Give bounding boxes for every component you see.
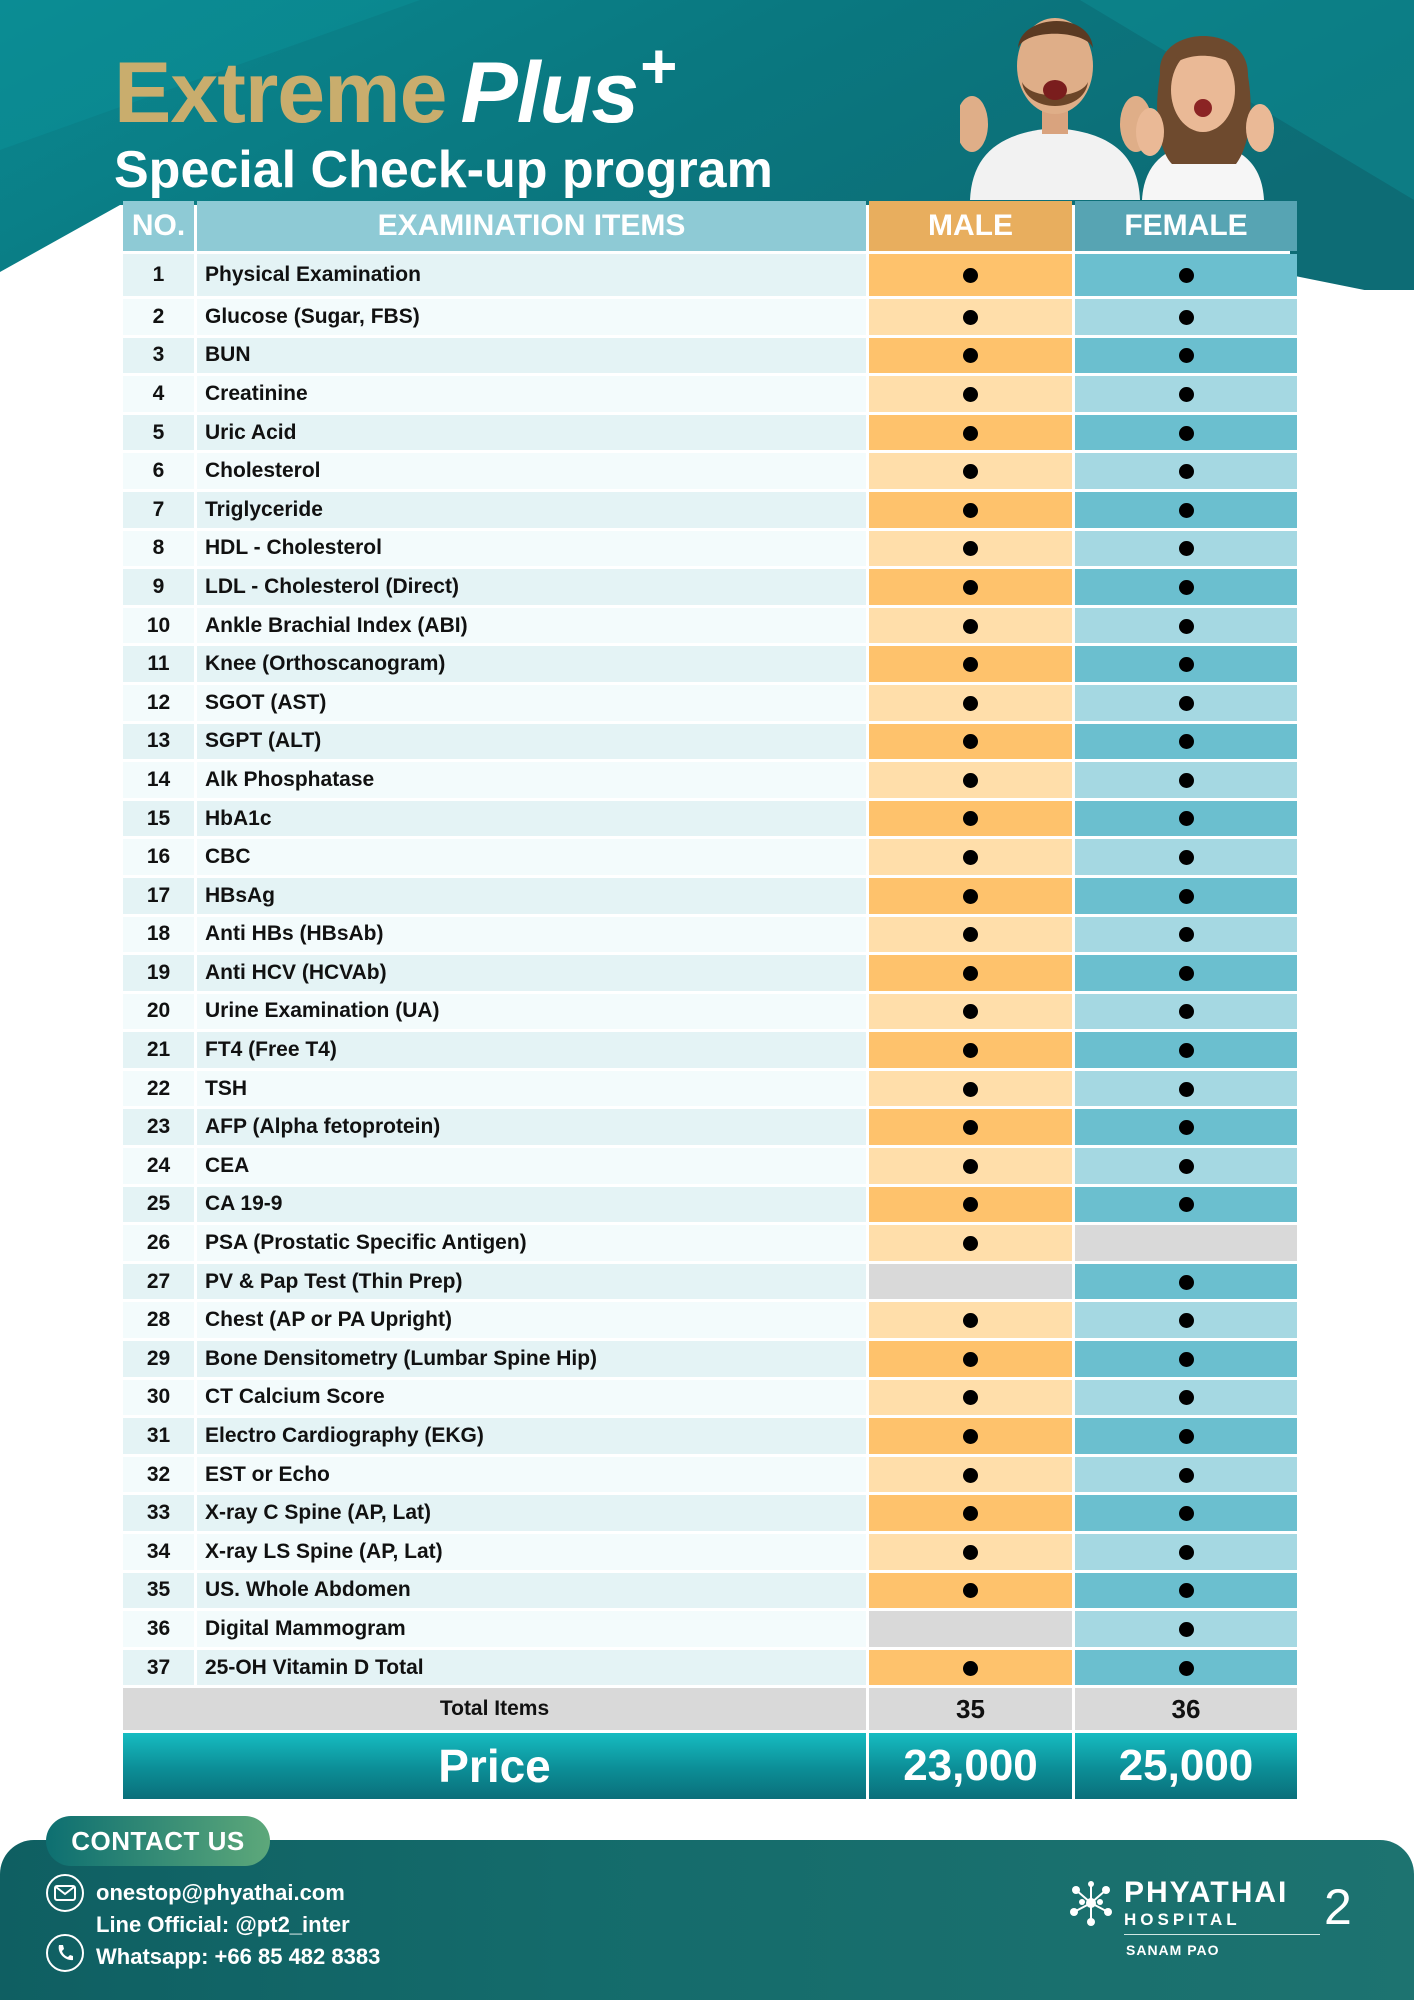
row-female-cell xyxy=(1075,878,1297,914)
row-male-cell xyxy=(869,685,1072,721)
included-dot-icon xyxy=(963,889,978,904)
exam-table xyxy=(120,198,1300,1802)
row-female-cell xyxy=(1075,1495,1297,1531)
row-male-cell xyxy=(869,917,1072,953)
row-item: AFP (Alpha fetoprotein) xyxy=(197,1109,866,1145)
table-row xyxy=(123,1225,1297,1261)
row-item: Bone Densitometry (Lumbar Spine Hip) xyxy=(197,1341,866,1377)
included-dot-icon xyxy=(1179,1661,1194,1676)
title-extreme: Extreme xyxy=(114,45,447,141)
row-item: US. Whole Abdomen xyxy=(197,1573,866,1609)
row-male-cell xyxy=(869,299,1072,335)
row-female-cell xyxy=(1075,1032,1297,1068)
table-row xyxy=(123,376,1297,412)
included-dot-icon xyxy=(1179,657,1194,672)
included-dot-icon xyxy=(963,850,978,865)
included-dot-icon xyxy=(1179,426,1194,441)
included-dot-icon xyxy=(1179,1120,1194,1135)
row-male-cell xyxy=(869,338,1072,374)
included-dot-icon xyxy=(963,541,978,556)
included-dot-icon xyxy=(963,811,978,826)
program-title xyxy=(114,30,773,141)
table-row xyxy=(123,531,1297,567)
row-item: FT4 (Free T4) xyxy=(197,1032,866,1068)
included-dot-icon xyxy=(963,310,978,325)
row-male-cell xyxy=(869,1457,1072,1493)
row-number: 3 xyxy=(123,338,194,374)
included-dot-icon xyxy=(963,268,978,283)
row-female-cell xyxy=(1075,801,1297,837)
table-row xyxy=(123,994,1297,1030)
row-number: 7 xyxy=(123,492,194,528)
row-number: 9 xyxy=(123,569,194,605)
row-item: PV & Pap Test (Thin Prep) xyxy=(197,1264,866,1300)
contact-us-label: CONTACT US xyxy=(46,1816,270,1866)
included-dot-icon xyxy=(963,619,978,634)
row-female-cell xyxy=(1075,338,1297,374)
logo-name: PHYATHAI xyxy=(1124,1876,1289,1909)
program-subtitle: Special Check-up program xyxy=(114,141,773,199)
included-dot-icon xyxy=(1179,1043,1194,1058)
table-row xyxy=(123,299,1297,335)
row-number: 27 xyxy=(123,1264,194,1300)
table-row xyxy=(123,608,1297,644)
row-female-cell xyxy=(1075,917,1297,953)
row-female-cell xyxy=(1075,1341,1297,1377)
row-female-cell xyxy=(1075,299,1297,335)
row-item: SGPT (ALT) xyxy=(197,724,866,760)
price-label: Price xyxy=(123,1733,866,1799)
row-female-cell xyxy=(1075,1148,1297,1184)
table-row xyxy=(123,453,1297,489)
row-female-cell xyxy=(1075,453,1297,489)
included-dot-icon xyxy=(963,1197,978,1212)
row-female-cell xyxy=(1075,1457,1297,1493)
contact-whatsapp[interactable]: Whatsapp: +66 85 482 8383 xyxy=(96,1944,381,1969)
included-dot-icon xyxy=(963,1043,978,1058)
row-male-cell xyxy=(869,1302,1072,1338)
included-dot-icon xyxy=(1179,1082,1194,1097)
row-male-cell xyxy=(869,1071,1072,1107)
row-number: 6 xyxy=(123,453,194,489)
included-dot-icon xyxy=(963,966,978,981)
included-dot-icon xyxy=(963,464,978,479)
row-male-cell xyxy=(869,878,1072,914)
included-dot-icon xyxy=(1179,1313,1194,1328)
row-female-cell xyxy=(1075,685,1297,721)
people-photo xyxy=(960,4,1290,200)
total-row xyxy=(123,1688,1297,1730)
man-figure xyxy=(960,18,1152,200)
included-dot-icon xyxy=(1179,1622,1194,1637)
table-row xyxy=(123,1418,1297,1454)
table-row xyxy=(123,1611,1297,1647)
woman-figure xyxy=(1136,36,1274,200)
included-dot-icon xyxy=(963,1236,978,1251)
row-item: TSH xyxy=(197,1071,866,1107)
row-item: Anti HBs (HBsAb) xyxy=(197,917,866,953)
row-male-cell xyxy=(869,1650,1072,1686)
table-row xyxy=(123,1148,1297,1184)
included-dot-icon xyxy=(1179,1468,1194,1483)
row-number: 30 xyxy=(123,1380,194,1416)
header-examination-items: EXAMINATION ITEMS xyxy=(197,201,866,251)
included-dot-icon xyxy=(963,927,978,942)
row-item: HbA1c xyxy=(197,801,866,837)
row-female-cell xyxy=(1075,1534,1297,1570)
included-dot-icon xyxy=(963,1468,978,1483)
row-item: BUN xyxy=(197,338,866,374)
row-male-cell xyxy=(869,608,1072,644)
row-female-cell xyxy=(1075,415,1297,451)
row-number: 32 xyxy=(123,1457,194,1493)
total-female: 36 xyxy=(1075,1688,1297,1730)
row-female-cell xyxy=(1075,1109,1297,1145)
included-dot-icon xyxy=(963,696,978,711)
row-item: X-ray C Spine (AP, Lat) xyxy=(197,1495,866,1531)
price-row xyxy=(123,1733,1297,1799)
row-female-cell xyxy=(1075,1611,1297,1647)
included-dot-icon xyxy=(963,503,978,518)
row-male-cell xyxy=(869,1225,1072,1261)
included-dot-icon xyxy=(963,1004,978,1019)
table-header-row xyxy=(123,201,1297,251)
included-dot-icon xyxy=(1179,619,1194,634)
included-dot-icon xyxy=(1179,580,1194,595)
included-dot-icon xyxy=(963,734,978,749)
price-male: 23,000 xyxy=(869,1733,1072,1799)
included-dot-icon xyxy=(963,1082,978,1097)
row-number: 22 xyxy=(123,1071,194,1107)
included-dot-icon xyxy=(1179,1275,1194,1290)
row-female-cell xyxy=(1075,1573,1297,1609)
table-row xyxy=(123,1341,1297,1377)
row-female-cell xyxy=(1075,839,1297,875)
row-item: Uric Acid xyxy=(197,415,866,451)
table-row xyxy=(123,1302,1297,1338)
row-female-cell xyxy=(1075,1302,1297,1338)
included-dot-icon xyxy=(1179,1004,1194,1019)
included-dot-icon xyxy=(1179,1390,1194,1405)
included-dot-icon xyxy=(963,1583,978,1598)
row-male-cell xyxy=(869,724,1072,760)
row-item: Physical Examination xyxy=(197,254,866,296)
table-row xyxy=(123,1573,1297,1609)
row-item: Ankle Brachial Index (ABI) xyxy=(197,608,866,644)
table-row xyxy=(123,762,1297,798)
row-male-cell xyxy=(869,1148,1072,1184)
table-row xyxy=(123,646,1297,682)
row-female-cell xyxy=(1075,1264,1297,1300)
logo-number: 2 xyxy=(1324,1879,1352,1935)
table-row xyxy=(123,569,1297,605)
row-number: 20 xyxy=(123,994,194,1030)
row-female-cell xyxy=(1075,376,1297,412)
row-item: Glucose (Sugar, FBS) xyxy=(197,299,866,335)
included-dot-icon xyxy=(1179,1506,1194,1521)
table-row xyxy=(123,1534,1297,1570)
row-male-cell xyxy=(869,1264,1072,1300)
row-item: CT Calcium Score xyxy=(197,1380,866,1416)
table-row xyxy=(123,254,1297,296)
molecule-icon xyxy=(1066,1878,1116,1928)
row-number: 12 xyxy=(123,685,194,721)
row-item: PSA (Prostatic Specific Antigen) xyxy=(197,1225,866,1261)
logo-sub: HOSPITAL xyxy=(1124,1910,1241,1929)
row-item: HDL - Cholesterol xyxy=(197,531,866,567)
row-item: EST or Echo xyxy=(197,1457,866,1493)
included-dot-icon xyxy=(1179,541,1194,556)
included-dot-icon xyxy=(963,657,978,672)
included-dot-icon xyxy=(1179,696,1194,711)
row-item: SGOT (AST) xyxy=(197,685,866,721)
row-female-cell xyxy=(1075,1418,1297,1454)
row-male-cell xyxy=(869,955,1072,991)
row-item: Triglyceride xyxy=(197,492,866,528)
row-female-cell xyxy=(1075,531,1297,567)
row-male-cell xyxy=(869,376,1072,412)
row-male-cell xyxy=(869,994,1072,1030)
table-row xyxy=(123,801,1297,837)
exam-rows xyxy=(123,254,1297,1685)
table-row xyxy=(123,338,1297,374)
row-male-cell xyxy=(869,531,1072,567)
total-male: 35 xyxy=(869,1688,1072,1730)
row-female-cell xyxy=(1075,994,1297,1030)
price-female: 25,000 xyxy=(1075,1733,1297,1799)
row-female-cell xyxy=(1075,608,1297,644)
row-number: 11 xyxy=(123,646,194,682)
row-number: 21 xyxy=(123,1032,194,1068)
row-male-cell xyxy=(869,1611,1072,1647)
row-male-cell xyxy=(869,1341,1072,1377)
row-item: 25-OH Vitamin D Total xyxy=(197,1650,866,1686)
included-dot-icon xyxy=(963,1352,978,1367)
included-dot-icon xyxy=(1179,464,1194,479)
included-dot-icon xyxy=(963,1159,978,1174)
included-dot-icon xyxy=(1179,773,1194,788)
included-dot-icon xyxy=(963,1429,978,1444)
row-number: 10 xyxy=(123,608,194,644)
row-female-cell xyxy=(1075,724,1297,760)
included-dot-icon xyxy=(1179,1197,1194,1212)
included-dot-icon xyxy=(1179,1352,1194,1367)
row-female-cell xyxy=(1075,569,1297,605)
included-dot-icon xyxy=(1179,966,1194,981)
included-dot-icon xyxy=(963,1661,978,1676)
table-row xyxy=(123,878,1297,914)
included-dot-icon xyxy=(1179,850,1194,865)
table-row xyxy=(123,1264,1297,1300)
row-male-cell xyxy=(869,492,1072,528)
header-male: MALE xyxy=(869,201,1072,251)
logo-location: SANAM PAO xyxy=(1126,1942,1220,1958)
row-number: 5 xyxy=(123,415,194,451)
row-male-cell xyxy=(869,1495,1072,1531)
table-row xyxy=(123,1457,1297,1493)
row-male-cell xyxy=(869,1109,1072,1145)
total-label: Total Items xyxy=(123,1688,866,1730)
table-row xyxy=(123,839,1297,875)
row-female-cell xyxy=(1075,1650,1297,1686)
included-dot-icon xyxy=(963,348,978,363)
table-row xyxy=(123,1650,1297,1686)
included-dot-icon xyxy=(963,1506,978,1521)
table-row xyxy=(123,1109,1297,1145)
row-number: 35 xyxy=(123,1573,194,1609)
row-number: 17 xyxy=(123,878,194,914)
row-female-cell xyxy=(1075,254,1297,296)
table-row xyxy=(123,1187,1297,1223)
row-female-cell xyxy=(1075,1071,1297,1107)
header-female: FEMALE xyxy=(1075,201,1297,251)
row-number: 1 xyxy=(123,254,194,296)
row-item: X-ray LS Spine (AP, Lat) xyxy=(197,1534,866,1570)
title-plus-sign: + xyxy=(640,30,677,102)
included-dot-icon xyxy=(1179,1159,1194,1174)
row-number: 13 xyxy=(123,724,194,760)
table-row xyxy=(123,1071,1297,1107)
table-row xyxy=(123,1495,1297,1531)
row-item: CA 19-9 xyxy=(197,1187,866,1223)
included-dot-icon xyxy=(1179,927,1194,942)
row-number: 28 xyxy=(123,1302,194,1338)
row-number: 24 xyxy=(123,1148,194,1184)
included-dot-icon xyxy=(963,773,978,788)
included-dot-icon xyxy=(1179,1429,1194,1444)
table-row xyxy=(123,492,1297,528)
included-dot-icon xyxy=(1179,889,1194,904)
row-item: Creatinine xyxy=(197,376,866,412)
included-dot-icon xyxy=(963,1120,978,1135)
included-dot-icon xyxy=(1179,1583,1194,1598)
row-item: CEA xyxy=(197,1148,866,1184)
contact-email[interactable]: onestop@phyathai.com xyxy=(96,1880,345,1905)
row-male-cell xyxy=(869,415,1072,451)
row-male-cell xyxy=(869,1418,1072,1454)
included-dot-icon xyxy=(1179,1545,1194,1560)
row-male-cell xyxy=(869,839,1072,875)
row-male-cell xyxy=(869,762,1072,798)
hospital-logo xyxy=(1066,1876,1362,1966)
row-female-cell xyxy=(1075,762,1297,798)
row-male-cell xyxy=(869,1380,1072,1416)
row-male-cell xyxy=(869,646,1072,682)
row-female-cell xyxy=(1075,1187,1297,1223)
row-number: 37 xyxy=(123,1650,194,1686)
email-icon xyxy=(46,1874,84,1912)
table-row xyxy=(123,917,1297,953)
row-item: HBsAg xyxy=(197,878,866,914)
row-male-cell xyxy=(869,453,1072,489)
title-block xyxy=(114,30,773,200)
row-item: Urine Examination (UA) xyxy=(197,994,866,1030)
row-number: 26 xyxy=(123,1225,194,1261)
row-number: 18 xyxy=(123,917,194,953)
included-dot-icon xyxy=(1179,503,1194,518)
included-dot-icon xyxy=(1179,734,1194,749)
row-male-cell xyxy=(869,801,1072,837)
row-number: 23 xyxy=(123,1109,194,1145)
table-row xyxy=(123,415,1297,451)
logo-divider xyxy=(1124,1934,1320,1935)
phone-icon xyxy=(46,1934,84,1972)
included-dot-icon xyxy=(963,1390,978,1405)
row-number: 8 xyxy=(123,531,194,567)
row-male-cell xyxy=(869,1032,1072,1068)
table-row xyxy=(123,724,1297,760)
included-dot-icon xyxy=(963,1545,978,1560)
table-row xyxy=(123,1032,1297,1068)
row-number: 31 xyxy=(123,1418,194,1454)
row-female-cell xyxy=(1075,1380,1297,1416)
row-number: 14 xyxy=(123,762,194,798)
row-number: 36 xyxy=(123,1611,194,1647)
row-number: 16 xyxy=(123,839,194,875)
row-male-cell xyxy=(869,1534,1072,1570)
row-male-cell xyxy=(869,254,1072,296)
row-female-cell xyxy=(1075,955,1297,991)
row-number: 2 xyxy=(123,299,194,335)
included-dot-icon xyxy=(963,387,978,402)
included-dot-icon xyxy=(963,580,978,595)
row-number: 19 xyxy=(123,955,194,991)
row-number: 34 xyxy=(123,1534,194,1570)
included-dot-icon xyxy=(1179,310,1194,325)
table-row xyxy=(123,955,1297,991)
row-number: 15 xyxy=(123,801,194,837)
row-male-cell xyxy=(869,1573,1072,1609)
row-item: Electro Cardiography (EKG) xyxy=(197,1418,866,1454)
row-number: 25 xyxy=(123,1187,194,1223)
row-male-cell xyxy=(869,569,1072,605)
row-number: 33 xyxy=(123,1495,194,1531)
included-dot-icon xyxy=(1179,387,1194,402)
row-number: 29 xyxy=(123,1341,194,1377)
row-male-cell xyxy=(869,1187,1072,1223)
title-plus: Plus xyxy=(460,45,639,141)
row-item: Alk Phosphatase xyxy=(197,762,866,798)
row-item: Chest (AP or PA Upright) xyxy=(197,1302,866,1338)
row-item: CBC xyxy=(197,839,866,875)
included-dot-icon xyxy=(963,1313,978,1328)
row-female-cell xyxy=(1075,492,1297,528)
row-female-cell xyxy=(1075,646,1297,682)
table-row xyxy=(123,685,1297,721)
included-dot-icon xyxy=(1179,811,1194,826)
row-female-cell xyxy=(1075,1225,1297,1261)
included-dot-icon xyxy=(1179,348,1194,363)
included-dot-icon xyxy=(963,426,978,441)
table-row xyxy=(123,1380,1297,1416)
included-dot-icon xyxy=(1179,268,1194,283)
header-no: NO. xyxy=(123,201,194,251)
row-item: Anti HCV (HCVAb) xyxy=(197,955,866,991)
row-item: Digital Mammogram xyxy=(197,1611,866,1647)
row-item: LDL - Cholesterol (Direct) xyxy=(197,569,866,605)
contact-line[interactable]: Line Official: @pt2_inter xyxy=(96,1912,350,1937)
row-item: Knee (Orthoscanogram) xyxy=(197,646,866,682)
row-item: Cholesterol xyxy=(197,453,866,489)
row-number: 4 xyxy=(123,376,194,412)
